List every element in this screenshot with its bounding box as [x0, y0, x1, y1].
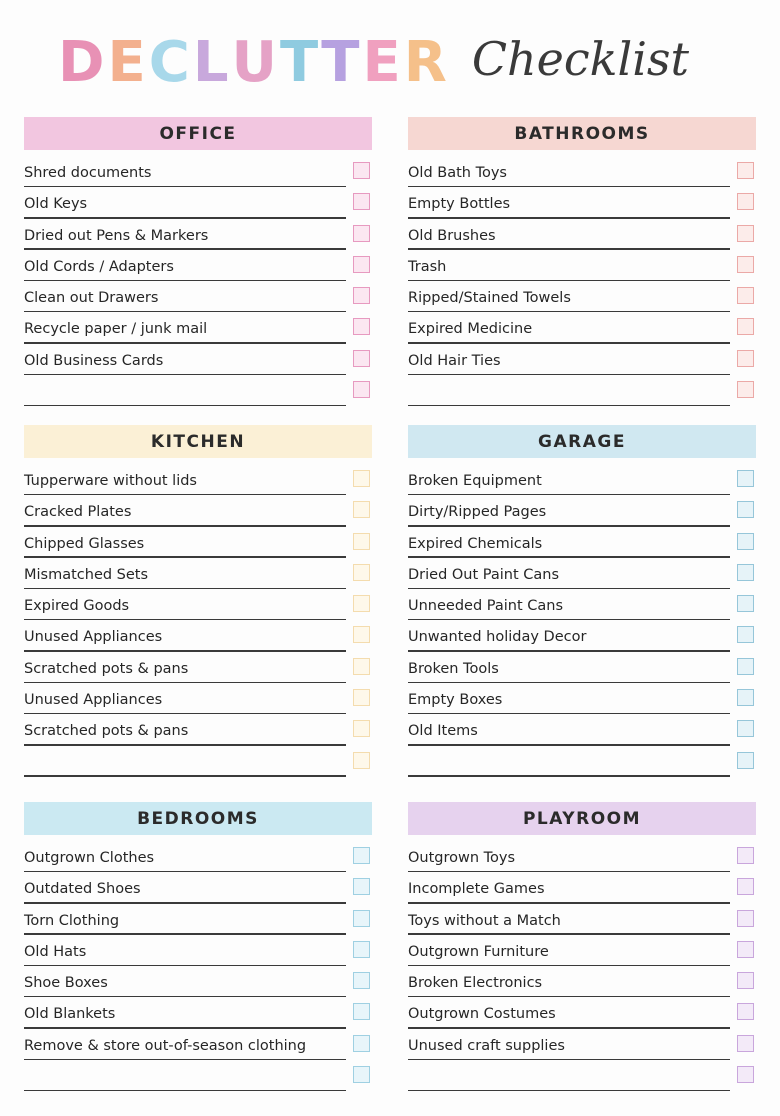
checklist-item [24, 966, 372, 997]
checkbox[interactable] [737, 1003, 754, 1020]
checkbox[interactable] [353, 972, 370, 989]
checklist-item [24, 344, 372, 375]
checklist-item-label: Old Items [408, 723, 478, 740]
checklist-item [408, 464, 756, 495]
checklist-item-label: Clean out Drawers [24, 290, 159, 307]
checkbox[interactable] [353, 658, 370, 675]
checkbox[interactable] [353, 910, 370, 927]
checklist-item [24, 281, 372, 312]
checkbox[interactable] [737, 1035, 754, 1052]
checkbox[interactable] [353, 470, 370, 487]
checkbox[interactable] [737, 847, 754, 864]
checkbox[interactable] [737, 1066, 754, 1083]
checkbox[interactable] [737, 972, 754, 989]
checkbox[interactable] [353, 350, 370, 367]
checkbox[interactable] [737, 752, 754, 769]
checkbox[interactable] [353, 287, 370, 304]
checklist-item-label: Torn Clothing [24, 912, 120, 929]
checklist-item [24, 935, 372, 966]
title-letter: L [192, 30, 232, 95]
checklist-item [24, 312, 372, 343]
checklist-item [408, 872, 756, 903]
checklist-item [408, 904, 756, 935]
title-letter: D [58, 30, 108, 95]
checkbox[interactable] [737, 287, 754, 304]
checkbox[interactable] [353, 941, 370, 958]
bedrooms-item-list [24, 841, 372, 1091]
checklist-item [24, 495, 372, 526]
checklist-item-label: Old Blankets [24, 1006, 116, 1023]
section-header-garage: GARAGE [408, 425, 756, 458]
checkbox[interactable] [353, 595, 370, 612]
checklist-item-label: Shred documents [24, 165, 152, 181]
checklist-item-label: Outdated Shoes [24, 881, 141, 898]
checkbox[interactable] [737, 193, 754, 210]
checklist-item-label: Old Cords / Adapters [24, 258, 174, 275]
checklist-item [408, 841, 756, 872]
checklist-item-label: Expired Medicine [408, 321, 533, 338]
checkbox[interactable] [737, 501, 754, 518]
checklist-item [24, 872, 372, 903]
checklist-item [24, 714, 372, 745]
checklist-item [408, 250, 756, 281]
checkbox[interactable] [737, 720, 754, 737]
office-item-list [24, 156, 372, 406]
checkbox[interactable] [353, 1066, 370, 1083]
title-letter: R [403, 30, 450, 95]
title-letter: U [231, 30, 281, 95]
checklist-item-label: Cracked Plates [24, 504, 132, 521]
checklist-item-label: Unneeded Paint Cans [408, 598, 564, 615]
checklist-item [24, 997, 372, 1028]
checklist-item-label: Scratched pots & pans [24, 660, 189, 677]
checkbox[interactable] [737, 689, 754, 706]
checklist-item [24, 683, 372, 714]
checklist-item [408, 746, 756, 777]
section-header-office: OFFICE [24, 117, 372, 150]
checklist-item [408, 1029, 756, 1060]
checkbox[interactable] [737, 533, 754, 550]
checklist-item [408, 187, 756, 218]
checklist-item [408, 620, 756, 651]
checklist-item-label: Empty Boxes [408, 692, 503, 709]
title-letter: T [280, 30, 322, 95]
checklist-item-label: Unused craft supplies [408, 1037, 565, 1054]
checklist-item [24, 156, 372, 187]
checkbox[interactable] [737, 162, 754, 179]
title-letter: T [321, 30, 363, 95]
checklist-item-label: Ripped/Stained Towels [408, 290, 571, 307]
checklist-item [408, 589, 756, 620]
checklist-item [24, 464, 372, 495]
checkbox[interactable] [737, 941, 754, 958]
checklist-item [24, 589, 372, 620]
checklist-item [24, 250, 372, 281]
checkbox[interactable] [737, 564, 754, 581]
checklist-item-label: Dried out Pens & Markers [24, 227, 209, 244]
checkbox[interactable] [737, 658, 754, 675]
checklist-item-label: Toys without a Match [408, 912, 561, 929]
checklist-item [408, 966, 756, 997]
checklist-item [408, 495, 756, 526]
checklist-item [24, 1029, 372, 1060]
checklist-item-label: Scratched pots & pans [24, 723, 189, 740]
checkbox[interactable] [353, 256, 370, 273]
checkbox[interactable] [353, 193, 370, 210]
checklist-item [24, 1060, 372, 1091]
section-kitchen [24, 425, 372, 777]
section-garage [408, 425, 756, 777]
checklist-item-label: Outgrown Clothes [24, 850, 155, 866]
kitchen-item-list [24, 464, 372, 777]
checkbox[interactable] [737, 225, 754, 242]
checklist-item [24, 527, 372, 558]
checkbox[interactable] [737, 256, 754, 273]
title-letter: E [362, 30, 404, 95]
title-letter: E [107, 30, 149, 95]
checkbox[interactable] [353, 533, 370, 550]
checklist-item-label: Old Keys [24, 196, 88, 213]
checkbox[interactable] [353, 626, 370, 643]
checklist-item-label: Broken Electronics [408, 975, 543, 992]
checklist-item [408, 558, 756, 589]
checkbox[interactable] [737, 910, 754, 927]
checklist-item [24, 375, 372, 406]
checkbox[interactable] [737, 626, 754, 643]
checklist-item-label: Outgrown Furniture [408, 943, 549, 960]
section-office [24, 117, 372, 406]
checklist-item-label: Old Bath Toys [408, 165, 507, 181]
checklist-item [408, 312, 756, 343]
checklist-item [408, 156, 756, 187]
checkbox[interactable] [353, 847, 370, 864]
checklist-item [408, 344, 756, 375]
section-bathrooms [408, 117, 756, 406]
checklist-item [408, 714, 756, 745]
checklist-item-label: Old Brushes [408, 227, 496, 244]
checklist-item [408, 527, 756, 558]
checkbox[interactable] [353, 225, 370, 242]
write-in-line [408, 405, 730, 407]
checkbox[interactable] [737, 381, 754, 398]
checklist-item-label: Mismatched Sets [24, 566, 149, 583]
checklist-item [24, 904, 372, 935]
checkbox[interactable] [353, 689, 370, 706]
checkbox[interactable] [737, 470, 754, 487]
write-in-line [24, 1090, 346, 1092]
page-title [58, 28, 689, 98]
section-header-bathrooms: BATHROOMS [408, 117, 756, 150]
checklist-item [408, 997, 756, 1028]
checklist-item-label: Expired Goods [24, 598, 130, 615]
checklist-item [24, 219, 372, 250]
checklist-item-label: Broken Equipment [408, 473, 542, 489]
checklist-item-label: Dirty/Ripped Pages [408, 504, 547, 521]
checklist-item-label: Unused Appliances [24, 629, 163, 646]
checklist-item [24, 841, 372, 872]
section-header-kitchen: KITCHEN [24, 425, 372, 458]
checklist-item-label: Old Hair Ties [408, 352, 501, 369]
title-checklist: Checklist [471, 32, 690, 86]
bathrooms-item-list [408, 156, 756, 406]
checklist-item-label: Dried Out Paint Cans [408, 566, 560, 583]
checklist-item [408, 652, 756, 683]
checkbox[interactable] [353, 752, 370, 769]
playroom-item-list [408, 841, 756, 1091]
checkbox[interactable] [353, 162, 370, 179]
checkbox[interactable] [737, 350, 754, 367]
checkbox[interactable] [353, 720, 370, 737]
checklist-item-label: Trash [408, 258, 447, 275]
checkbox[interactable] [353, 501, 370, 518]
section-bedrooms [24, 802, 372, 1091]
checklist-item [24, 652, 372, 683]
checkbox[interactable] [353, 878, 370, 895]
checklist-item-label: Chipped Glasses [24, 535, 145, 552]
checkbox[interactable] [353, 318, 370, 335]
section-header-bedrooms: BEDROOMS [24, 802, 372, 835]
title-letter: C [148, 30, 193, 95]
checkbox[interactable] [737, 878, 754, 895]
checklist-item [408, 219, 756, 250]
checklist-item [408, 935, 756, 966]
checklist-item-label: Unused Appliances [24, 692, 163, 709]
checkbox[interactable] [737, 318, 754, 335]
checkbox[interactable] [353, 381, 370, 398]
write-in-line [408, 1090, 730, 1092]
section-header-playroom: PLAYROOM [408, 802, 756, 835]
section-playroom [408, 802, 756, 1091]
checklist-item [24, 746, 372, 777]
checkbox[interactable] [353, 1035, 370, 1052]
garage-item-list [408, 464, 756, 777]
checklist-item-label: Recycle paper / junk mail [24, 321, 208, 338]
checklist-item-label: Outgrown Costumes [408, 1006, 556, 1023]
checklist-item-label: Empty Bottles [408, 196, 511, 213]
checklist-item-label: Incomplete Games [408, 881, 545, 898]
checklist-item-label: Shoe Boxes [24, 975, 108, 992]
checklist-item-label: Broken Tools [408, 660, 499, 677]
checkbox[interactable] [737, 595, 754, 612]
checklist-item [24, 558, 372, 589]
checklist-item-label: Old Business Cards [24, 352, 164, 369]
checkbox[interactable] [353, 564, 370, 581]
checklist-item [408, 1060, 756, 1091]
write-in-line [24, 405, 346, 407]
checklist-item [408, 375, 756, 406]
checklist-item-label: Old Hats [24, 943, 87, 960]
write-in-line [408, 775, 730, 777]
checklist-item-label: Tupperware without lids [24, 473, 197, 489]
checklist-item [24, 187, 372, 218]
title-declutter [58, 30, 450, 95]
checklist-item-label: Expired Chemicals [408, 535, 543, 552]
checklist-item [408, 683, 756, 714]
write-in-line [24, 775, 346, 777]
checklist-item-label: Outgrown Toys [408, 850, 516, 866]
checklist-item [24, 620, 372, 651]
checkbox[interactable] [353, 1003, 370, 1020]
checklist-item [408, 281, 756, 312]
checklist-item-label: Unwanted holiday Decor [408, 629, 587, 646]
checklist-item-label: Remove & store out-of-season clothing [24, 1037, 307, 1054]
